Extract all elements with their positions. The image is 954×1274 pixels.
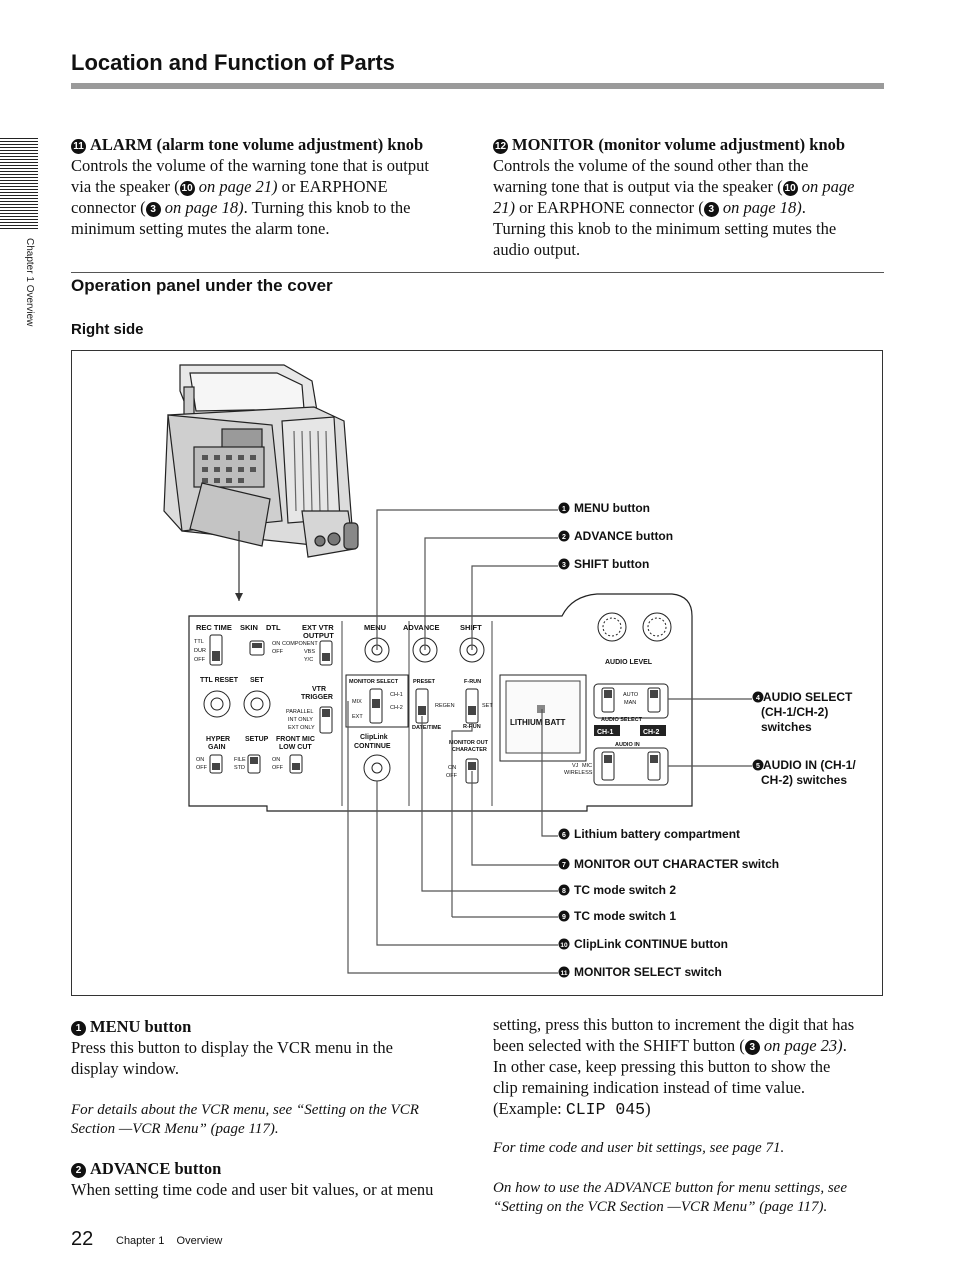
item-number-badge: 1 [71,1021,86,1036]
menu-note: For details about the VCR menu, see “Setting on the VCR Section —VCR Menu” (page 117). [71,1102,419,1137]
svg-text:HYPER: HYPER [206,736,231,743]
svg-text:AUDIO IN (CH-1/: AUDIO IN (CH-1/ [763,758,856,772]
svg-text:PRESET: PRESET [413,679,436,685]
svg-text:Lithium battery compartment: Lithium battery compartment [574,827,741,841]
set-button[interactable] [244,691,270,717]
svg-text:OFF: OFF [194,657,205,663]
subsection-heading: Right side [71,321,144,338]
svg-text:LOW CUT: LOW CUT [279,744,312,751]
svg-text:CH-1: CH-1 [597,729,614,736]
svg-text:FILE: FILE [234,757,246,763]
svg-text:MIX: MIX [352,699,362,705]
svg-text:CHARACTER: CHARACTER [452,747,487,753]
advance-button-item: 2 ADVANCE button When setting time code and user bit values, or at menu [71,1159,434,1199]
callout-menu-button [559,501,650,515]
svg-text:ClipLink: ClipLink [360,734,388,741]
svg-text:CH-2: CH-2 [390,705,403,711]
svg-text:9: 9 [562,914,566,921]
svg-text:AUDIO IN: AUDIO IN [615,742,640,748]
svg-text:2: 2 [562,534,566,541]
callout-tc-mode-2 [559,883,677,897]
svg-text:AUDIO LEVEL: AUDIO LEVEL [605,659,653,666]
audio-level-knob-ch2[interactable] [643,613,671,641]
svg-text:TTL: TTL [194,639,204,645]
svg-text:CH-2: CH-2 [643,729,660,736]
svg-text:WIRELESS: WIRELESS [564,770,593,776]
svg-text:F-RUN: F-RUN [464,679,482,685]
operation-panel-figure [71,350,883,996]
page-title: Location and Function of Parts [71,50,395,75]
callout-audio-select [753,690,854,734]
svg-text:TRIGGER: TRIGGER [301,694,333,701]
header-rule [71,83,884,89]
svg-text:ON: ON [448,765,457,771]
output-label: OUTPUT [303,631,334,640]
svg-text:EXT ONLY: EXT ONLY [288,725,315,731]
audio-level-knob-ch1[interactable] [598,613,626,641]
ref-number-badge: 10 [181,183,193,194]
svg-text:MONITOR SELECT: MONITOR SELECT [349,679,399,685]
svg-text:FRONT MIC: FRONT MIC [276,736,315,743]
svg-text:3: 3 [562,562,566,569]
advance-button-continued: setting, press this button to increment the digit that has been selected with the SHIFT button ( 3 on page 23). In other case, keep pressing this button to show the clip remaining indication instead of time value. (Example: CLIP 045) [493,1015,855,1119]
monitor-knob-item: 12 MONITOR (monitor volume adjustment) knob Controls the volume of the sound other than the warning tone that is output via the speaker ( 10 on page 21) or EARPHONE connector ( 3 on page 18). Turning this knob to the minimum setting mutes the audio output. [493,134,883,260]
svg-text:SHIFT button: SHIFT button [574,557,650,571]
svg-text:1: 1 [562,506,566,513]
svg-text:4: 4 [756,695,760,702]
svg-text:DUR: DUR [194,648,206,654]
svg-text:LITHIUM BATT: LITHIUM BATT [510,718,566,727]
alarm-knob-item: 11 ALARM (alarm tone volume adjustment) knob Controls the volume of the warning tone that is output via the speaker ( 10 on page 21) or EARPHONE connector ( 3 on page 18). Turning this knob to the minimum setting mutes the alarm tone. [71,134,461,239]
item-number-badge: 11 [71,139,86,154]
svg-text:11: 11 [560,970,568,977]
camera-pointer-arrow [235,593,243,601]
svg-text:EXT: EXT [352,714,363,720]
section-rule [71,272,884,273]
svg-text:OFF: OFF [446,773,457,779]
svg-text:Y/C: Y/C [304,657,314,663]
example-display-text: CLIP 045 [565,1100,646,1119]
svg-text:MONITOR OUT: MONITOR OUT [449,740,489,746]
chapter-tab-stripes [0,138,38,230]
rec-time-label: REC TIME [196,623,232,632]
svg-text:CH-2) switches: CH-2) switches [761,773,848,787]
svg-text:ON: ON [272,757,281,763]
svg-text:switches: switches [761,720,812,734]
svg-text:AUTO: AUTO [623,692,639,698]
svg-text:TC mode switch 1: TC mode switch 1 [574,909,677,923]
svg-text:(CH-1/CH-2): (CH-1/CH-2) [761,705,829,719]
callout-monitor-select [559,965,722,979]
svg-text:MONITOR OUT CHARACTER switch: MONITOR OUT CHARACTER switch [574,857,780,871]
svg-text:MONITOR SELECT switch: MONITOR SELECT switch [574,965,722,979]
svg-text:8: 8 [562,888,566,895]
svg-text:TC mode switch 2: TC mode switch 2 [574,883,677,897]
svg-text:VTR: VTR [312,686,326,693]
ref-number-badge: 3 [704,202,719,217]
ref-number-badge: 10 [784,183,796,194]
svg-text:MENU button: MENU button [574,501,650,515]
svg-text:OFF: OFF [196,765,207,771]
svg-text:CH-1: CH-1 [390,692,403,698]
monitor-knob-heading: 12 MONITOR (monitor volume adjustment) knob [494,135,846,154]
shift-label: SHIFT [460,623,482,632]
svg-text:OFF: OFF [272,649,283,655]
callout-cliplink [559,937,728,951]
svg-text:SETUP: SETUP [245,736,269,743]
alarm-knob-heading: 11 ALARM (alarm tone volume adjustment) knob [71,134,461,155]
callout-audio-in [753,758,857,787]
page-number: 22 [71,1228,94,1250]
svg-text:CONTINUE: CONTINUE [354,743,391,750]
svg-text:COMPONENT: COMPONENT [282,641,318,647]
panel-diagram [72,351,884,997]
footer-chapter: Chapter 1 Overview [116,1235,223,1247]
ext-vtr-label: EXT VTR [302,623,334,632]
svg-text:INT ONLY: INT ONLY [288,717,313,723]
svg-text:PARALLEL: PARALLEL [286,709,314,715]
dtl-label: DTL [266,623,281,632]
ref-number-badge: 3 [745,1040,760,1055]
svg-text:MIC: MIC [582,763,593,769]
svg-text:R-RUN: R-RUN [463,724,481,730]
svg-text:STD: STD [234,765,245,771]
svg-text:6: 6 [562,832,566,839]
chapter-side-label: Chapter 1 Overview [24,238,35,327]
section-heading: Operation panel under the cover [71,276,333,295]
menu-button-item: 1 MENU button Press this button to display the VCR menu in the display window. [71,1017,393,1078]
advance-menu-note: On how to use the ADVANCE button for menu settings, see “Setting on the VCR Section —VCR Menu” (page 117). [493,1180,848,1215]
svg-text:10: 10 [560,942,568,949]
callout-advance-button [559,529,674,543]
callout-tc-mode-1 [559,909,677,923]
menu-label: MENU [364,623,387,632]
skin-label: SKIN [240,623,258,632]
svg-text:MAN: MAN [624,700,637,706]
svg-text:7: 7 [562,862,566,869]
camcorder-illustration [164,365,358,557]
svg-text:REGEN: REGEN [435,703,455,709]
callout-shift-button [559,557,650,571]
svg-text:GAIN: GAIN [208,744,226,751]
svg-text:ON: ON [272,641,281,647]
svg-text:ON: ON [196,757,205,763]
ref-number-badge: 3 [146,202,161,217]
timecode-note: For time code and user bit settings, see page 71. [493,1140,785,1156]
svg-text:VBS: VBS [304,649,316,655]
svg-text:TTL RESET: TTL RESET [200,677,238,684]
svg-text:DATE/TIME: DATE/TIME [412,725,442,731]
ttl-reset-button[interactable] [204,691,230,717]
svg-text:OFF: OFF [272,765,283,771]
svg-text:5: 5 [756,763,760,770]
svg-text:SET: SET [482,703,493,709]
svg-text:ClipLink CONTINUE button: ClipLink CONTINUE button [574,937,728,951]
svg-text:VJ: VJ [572,763,579,769]
svg-text:ADVANCE button: ADVANCE button [574,529,674,543]
callout-lithium [559,827,741,841]
svg-text:AUDIO SELECT: AUDIO SELECT [763,690,853,704]
svg-text:SET: SET [250,677,264,684]
advance-label: ADVANCE [403,623,440,632]
svg-text:AUDIO SELECT: AUDIO SELECT [601,717,642,723]
item-number-badge: 2 [71,1163,86,1178]
callout-monitor-out [559,857,780,871]
item-number-badge: 12 [494,141,507,152]
